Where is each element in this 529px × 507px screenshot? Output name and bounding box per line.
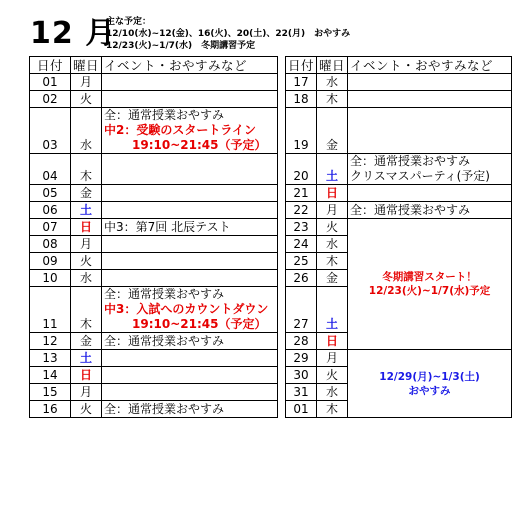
calendar-row (30, 154, 512, 185)
holiday-line-2: おやすみ (408, 384, 451, 397)
event-cell (102, 74, 278, 91)
column-gap (278, 202, 286, 219)
day-number: 21 (286, 185, 317, 202)
day-number: 22 (286, 202, 317, 219)
event-cell (102, 202, 278, 219)
day-of-week: 金 (317, 108, 348, 154)
header-row (30, 57, 512, 74)
event-line: 19:10~21:45（予定） (132, 317, 267, 331)
calendar-row (30, 202, 512, 219)
day-of-week: 火 (71, 91, 102, 108)
event-line: 全：通常授業おやすみ (104, 402, 225, 416)
day-number: 06 (30, 202, 71, 219)
day-number: 11 (30, 287, 71, 333)
event-cell (102, 384, 278, 401)
day-of-week: 日 (317, 333, 348, 350)
header-dow-right: 曜日 (317, 57, 348, 74)
day-number: 26 (286, 270, 317, 287)
day-number: 31 (286, 384, 317, 401)
event-line: クリスマスパーティ(予定) (350, 169, 490, 183)
event-cell (102, 185, 278, 202)
event-cell (102, 236, 278, 253)
column-gap (278, 185, 286, 202)
notes-line-2: 12/23(火)~1/7(水) 冬期講習予定 (106, 41, 256, 51)
column-gap (278, 350, 286, 367)
day-number: 28 (286, 333, 317, 350)
day-of-week: 火 (71, 253, 102, 270)
day-of-week: 木 (317, 253, 348, 270)
event-line: 19:10~21:45（予定） (132, 138, 267, 152)
day-of-week: 水 (317, 236, 348, 253)
column-gap (278, 154, 286, 185)
column-gap (278, 287, 286, 333)
day-number: 16 (30, 401, 71, 418)
column-gap (278, 236, 286, 253)
day-of-week: 月 (71, 236, 102, 253)
event-cell (348, 108, 512, 154)
day-number: 18 (286, 91, 317, 108)
event-cell (102, 253, 278, 270)
column-gap (278, 91, 286, 108)
event-line: 全：通常授業おやすみ (350, 154, 471, 168)
notes-heading: 主な予定： (106, 17, 152, 27)
day-number: 07 (30, 219, 71, 236)
day-number: 12 (30, 333, 71, 350)
winter-line-2: 12/23(火)~1/7(水)予定 (368, 285, 491, 297)
day-of-week: 日 (317, 185, 348, 202)
day-of-week: 金 (317, 270, 348, 287)
day-of-week: 火 (71, 401, 102, 418)
day-of-week: 火 (317, 367, 348, 384)
header-date-left: 日付 (30, 57, 71, 74)
column-gap (278, 108, 286, 154)
calendar-row (30, 108, 512, 154)
winter-line-1: 冬期講習スタート！ (382, 271, 477, 283)
column-gap (278, 253, 286, 270)
header-event-right: イベント・おやすみなど (348, 57, 512, 74)
column-gap (278, 219, 286, 236)
calendar-table (29, 56, 512, 418)
column-gap (278, 270, 286, 287)
day-of-week: 土 (71, 202, 102, 219)
notes-line-1: 12/10(水)~12(金)、16(火)、20(土)、22(月) おやすみ (106, 29, 351, 39)
event-cell (102, 91, 278, 108)
day-number: 10 (30, 270, 71, 287)
day-number: 25 (286, 253, 317, 270)
calendar-body (30, 74, 512, 418)
event-line: 中3：第7回 北辰テスト (104, 220, 231, 234)
event-cell (102, 333, 278, 350)
event-cell (102, 287, 278, 333)
day-of-week: 水 (71, 270, 102, 287)
event-cell (348, 154, 512, 185)
holiday-notice (348, 350, 512, 418)
header-date-right: 日付 (286, 57, 317, 74)
event-line: 中3：入試へのカウントダウン (104, 302, 269, 316)
column-gap (278, 57, 286, 74)
day-number: 17 (286, 74, 317, 91)
event-cell (348, 74, 512, 91)
event-cell (102, 154, 278, 185)
day-number: 05 (30, 185, 71, 202)
event-line: 全：通常授業おやすみ (104, 287, 225, 301)
header-dow-left: 曜日 (71, 57, 102, 74)
day-of-week: 火 (317, 219, 348, 236)
column-gap (278, 367, 286, 384)
day-number: 24 (286, 236, 317, 253)
day-of-week: 土 (317, 154, 348, 185)
day-of-week: 土 (317, 287, 348, 333)
event-cell (348, 185, 512, 202)
day-number: 27 (286, 287, 317, 333)
day-number: 04 (30, 154, 71, 185)
day-number: 29 (286, 350, 317, 367)
calendar-row (30, 219, 512, 236)
calendar-row (30, 74, 512, 91)
event-line: 全：通常授業おやすみ (104, 334, 225, 348)
event-line: 全：通常授業おやすみ (350, 203, 471, 217)
column-gap (278, 401, 286, 418)
day-number: 30 (286, 367, 317, 384)
column-gap (278, 333, 286, 350)
day-number: 03 (30, 108, 71, 154)
day-of-week: 水 (71, 108, 102, 154)
header-event-left: イベント・おやすみなど (102, 57, 278, 74)
event-line: 中2：受験のスタートライン (104, 123, 257, 137)
calendar-row (30, 91, 512, 108)
day-number: 09 (30, 253, 71, 270)
holiday-line-1: 12/29(月)~1/3(土) (379, 370, 480, 383)
calendar-row (30, 350, 512, 367)
day-of-week: 日 (71, 367, 102, 384)
event-cell (102, 219, 278, 236)
event-cell (348, 91, 512, 108)
day-of-week: 月 (317, 202, 348, 219)
month-title: 12 月 (30, 16, 117, 51)
day-of-week: 土 (71, 350, 102, 367)
day-of-week: 水 (317, 74, 348, 91)
event-cell (102, 367, 278, 384)
day-number: 02 (30, 91, 71, 108)
day-of-week: 金 (71, 185, 102, 202)
column-gap (278, 74, 286, 91)
day-number: 23 (286, 219, 317, 236)
day-number: 13 (30, 350, 71, 367)
day-number: 19 (286, 108, 317, 154)
day-number: 15 (30, 384, 71, 401)
day-of-week: 日 (71, 219, 102, 236)
event-cell (348, 202, 512, 219)
event-cell (102, 401, 278, 418)
schedule-notes (106, 16, 350, 52)
event-cell (102, 350, 278, 367)
day-of-week: 木 (71, 154, 102, 185)
calendar-row (30, 185, 512, 202)
event-cell (102, 270, 278, 287)
day-of-week: 木 (71, 287, 102, 333)
day-number: 08 (30, 236, 71, 253)
event-line: 全：通常授業おやすみ (104, 108, 225, 122)
day-of-week: 水 (317, 384, 348, 401)
winter-course-notice (348, 219, 512, 350)
day-number: 14 (30, 367, 71, 384)
day-number: 01 (286, 401, 317, 418)
calendar-header (30, 16, 510, 56)
day-number: 01 (30, 74, 71, 91)
column-gap (278, 384, 286, 401)
event-cell (102, 108, 278, 154)
day-of-week: 月 (71, 384, 102, 401)
day-of-week: 金 (71, 333, 102, 350)
day-of-week: 木 (317, 401, 348, 418)
day-number: 20 (286, 154, 317, 185)
day-of-week: 木 (317, 91, 348, 108)
day-of-week: 月 (317, 350, 348, 367)
day-of-week: 月 (71, 74, 102, 91)
